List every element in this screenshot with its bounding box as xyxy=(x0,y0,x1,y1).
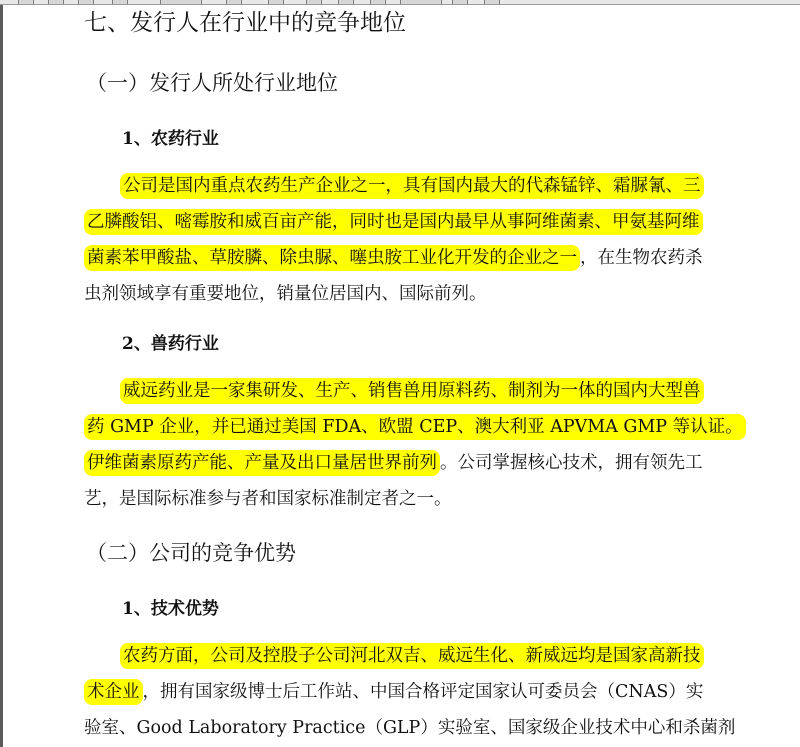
paragraph-line xyxy=(84,409,743,445)
highlighted-text: 乙膦酸铝、嘧霉胺和威百亩产能，同时也是国内最早从事阿维菌素、甲氨基阿维 xyxy=(84,209,703,235)
highlighted-text: 农药方面，公司及控股子公司河北双吉、威远生化、新威远均是国家高新技 xyxy=(120,643,704,669)
plain-text: 艺，是国际标准参与者和国家标准制定者之一。 xyxy=(84,489,452,509)
paragraph-line xyxy=(84,373,770,409)
plain-text: 验室、Good Laboratory Practice（GLP）实验室、国家级企业技术中心和杀菌剂 xyxy=(84,718,736,738)
plain-text: 。公司掌握核心技术，拥有领先工 xyxy=(440,453,703,473)
item-heading-technology: 1、技术优势 xyxy=(122,599,219,619)
highlighted-text: 菌素苯甲酸盐、草胺膦、除虫脲、噻虫胺工业化开发的企业之一 xyxy=(84,245,580,271)
item-heading-veterinary: 2、兽药行业 xyxy=(122,334,219,354)
subsection-title-competitive-advantages: （二）公司的竞争优势 xyxy=(86,541,296,565)
highlighted-text: 药 GMP 企业，并已通过美国 FDA、欧盟 CEP、澳大利亚 APVMA GMP 等认证。 xyxy=(84,414,746,440)
plain-text: 虫剂领域享有重要地位，销量位居国内、国际前列。 xyxy=(84,284,487,304)
paragraph-line xyxy=(84,481,734,517)
paragraph-line xyxy=(84,276,734,312)
paragraph-line xyxy=(84,168,770,204)
paragraph-line xyxy=(84,638,770,674)
plain-text: ，拥有国家级博士后工作站、中国合格评定国家认可委员会（CNAS）实 xyxy=(142,682,704,702)
item-heading-pesticide: 1、农药行业 xyxy=(122,129,219,149)
paragraph-line xyxy=(84,445,734,481)
highlighted-text: 威远药业是一家集研发、生产、销售兽用原料药、制剂为一体的国内大型兽 xyxy=(120,378,704,404)
highlighted-text: 术企业 xyxy=(84,679,143,705)
paragraph-line xyxy=(84,204,734,240)
highlighted-text: 公司是国内重点农药生产企业之一，具有国内最大的代森锰锌、霜脲氰、三 xyxy=(120,173,704,199)
highlighted-text: 伊维菌素原药产能、产量及出口量居世界前列 xyxy=(84,450,440,476)
subsection-title-industry-position: （一）发行人所处行业地位 xyxy=(86,71,338,95)
section-title: 七、发行人在行业中的竞争地位 xyxy=(84,10,406,36)
paragraph-line xyxy=(84,674,734,710)
paragraph-line xyxy=(84,710,734,746)
paragraph-line xyxy=(84,240,734,276)
plain-text: ，在生物农药杀 xyxy=(580,248,703,268)
